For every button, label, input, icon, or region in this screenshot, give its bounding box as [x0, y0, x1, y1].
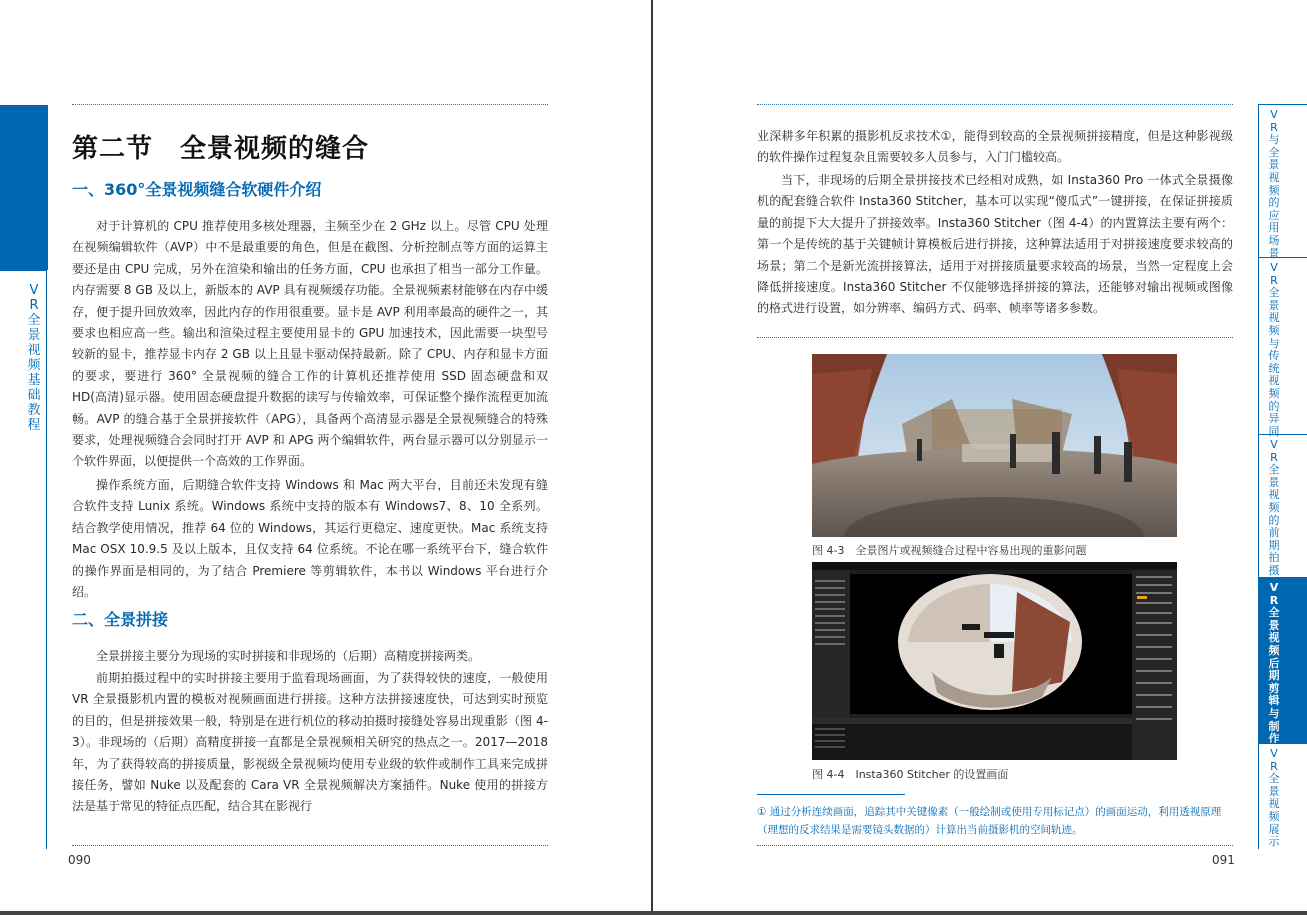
- side-tab-differences[interactable]: [1258, 257, 1307, 438]
- book-title-text: VR全景视频基础教程: [27, 283, 41, 433]
- side-tab-label: VR全景视频展示: [1268, 747, 1280, 849]
- side-tab-shooting[interactable]: [1258, 434, 1307, 577]
- left-page: [0, 0, 651, 912]
- side-tab-display[interactable]: [1258, 743, 1307, 849]
- stitcher-screenshot: [812, 562, 1177, 760]
- figure-4-4-caption: 图 4-4 Insta360 Stitcher 的设置画面: [812, 768, 1009, 781]
- footnote-rule: [757, 794, 905, 795]
- paragraph-continued: 业深耕多年积累的摄影机反求技术①，能得到较高的全景视频拼接精度，但是这种影视级的软件操作过程复杂且需要较多人员参与，入门门槛较高。: [757, 129, 1233, 165]
- side-tab-applications[interactable]: [1258, 104, 1307, 260]
- paragraph-stitch-intro: 全景拼接主要分为现场的实时拼接和非现场的（后期）高精度拼接两类。: [96, 649, 481, 663]
- top-dotted-rule: [72, 104, 548, 105]
- chapter-tab-block: [0, 105, 48, 270]
- book-title-tab: [0, 270, 47, 849]
- subsection-title-2: 二、全景拼接: [72, 610, 169, 629]
- side-tab-label: VR与全景视频的应用场景: [1268, 108, 1280, 260]
- panorama-image: [812, 354, 1177, 537]
- figure-4-3-caption: 图 4-3 全景图片或视频缝合过程中容易出现的重影问题: [812, 544, 1087, 557]
- top-dotted-rule-right: [757, 104, 1233, 105]
- subsection-title-1: 一、360°全景视频缝合软硬件介绍: [72, 180, 322, 199]
- bottom-dotted-rule-right: [757, 845, 1233, 846]
- side-tab-label: VR全景视频与传统视频的异同: [1268, 261, 1280, 438]
- paragraph-stitch-detail: 前期拍摄过程中的实时拼接主要用于监看现场画面，为了获得较快的速度，一般使用 VR 全景摄影机内置的模板对视频画面进行拼接。这种方法拼接速度快，可达到实时预览的目的，但是拼接效果一般，特别是在进行机位的移动拍摄时接缝处容易出现重影（图 4-3）。非现场的（后期）高精度拼接一直都是全景视频相关研究的热点之一。2017—2018 年，为了获得较高的拼接质量，影视级全景视频均使用专业级的软件或制作工具来完成拼接任务，譬如 Nuke 以及配套的 Cara VR 全景视频解决方案插件。Nuke 使用的拼接方法是基于常见的特征点匹配，结合其在影视行: [72, 671, 548, 814]
- right-page: [653, 0, 1307, 912]
- page-bottom-edge: [0, 911, 1307, 915]
- page-number-right: 091: [1212, 853, 1235, 867]
- paragraph-os: 操作系统方面，后期缝合软件支持 Windows 和 Mac 两大平台，目前还未发现有缝合软件支持 Lunix 系统。Windows 系统中支持的版本有 Windows7、8、10 全系列。结合教学使用情况，推荐 64 位的 Windows，其运行更稳定、速度更快。Mac 系统支持 Mac OSX 10.9.5 及以上版本，且仅支持 64 位系统。不论在哪一系统平台下，缝合软件的操作界面是相同的，为了结合 Premiere 等剪辑软件，本书以 Windows 平台进行介绍。: [72, 478, 548, 600]
- footnote: ① 通过分析连续画面，追踪其中关键像素（一般绘制或使用专用标记点）的画面运动，利用透视原理（理想的反求结果是需要镜头数据的）计算出当前摄影机的空间轨迹。: [757, 806, 1222, 836]
- section-title: 第二节 全景视频的缝合: [72, 134, 370, 164]
- side-tab-label: VR全景视频后期剪辑与制作: [1268, 581, 1280, 746]
- side-tab-editing-active[interactable]: [1258, 577, 1307, 746]
- paragraph-insta360: 当下，非现场的后期全景拼接技术已经相对成熟，如 Insta360 Pro 一体式全景摄像机的配套缝合软件 Insta360 Stitcher，基本可以实现“傻瓜式”一键拼接，在保证拼接质量的前提下大大提升了拼接效率。Insta360 Stitcher（图 4-4）的内置算法主要有两个：第一个是传统的基于关键帧计算模板后进行拼接，这种算法适用于对拼接速度要求较高的场景；第二个是新光流拼接算法，适用于对拼接质量要求较高的场景，当然一定程度上会降低拼接速度。Insta360 Stitcher 不仅能够选择拼接的算法，还能够对输出视频或图像的格式进行设置，如分辨率、编码方式、码率、帧率等诸多参数。: [757, 173, 1233, 316]
- paragraph-hardware: 对于计算机的 CPU 推荐使用多核处理器，主频至少在 2 GHz 以上。尽管 CPU 处理在视频编辑软件（AVP）中不是最重要的角色，但是在截图、分析控制点等方面的运算主要还是由 CPU 完成，另外在渲染和输出的任务方面，CPU 也承担了相当一部分工作量。内存需要 8 GB 及以上，新版本的 AVP 具有视频缓存功能。全景视频素材能够在内存中缓存，便于提升回放效率，因此内存的作用很重要。显卡是 AVP 利用率最高的硬件之一，其要求也相应高一些。输出和渲染过程主要使用显卡的 GPU 加速技术，因此需要一块型号较新的显卡，推荐显卡内存 2 GB 以上且显卡驱动保持最新。除了 CPU、内存和显卡方面的要求，要进行 360° 全景视频的缝合工作的计算机还推荐使用 SSD 固态硬盘和双 HD(高清)显示器。使用固态硬盘提升数据的读写与传输效率，可保证整个操作流程更加流畅。AVP 的缝合基于全景拼接软件（APG），具备两个高清显示器是全景视频缝合的特殊要求，处理视频缝合会同时打开 AVP 和 APG 两个编辑软件，两台显示器可以分别显示一个软件界面，以便提供一个高效的工作界面。: [72, 219, 548, 469]
- page-number-left: 090: [68, 853, 91, 867]
- mid-dotted-rule: [757, 337, 1233, 338]
- figure-4-4-stitcher: [812, 562, 1177, 760]
- figure-4-3-panorama: [812, 354, 1177, 537]
- bottom-dotted-rule: [72, 845, 548, 846]
- side-tab-label: VR全景视频的前期拍摄: [1268, 438, 1280, 577]
